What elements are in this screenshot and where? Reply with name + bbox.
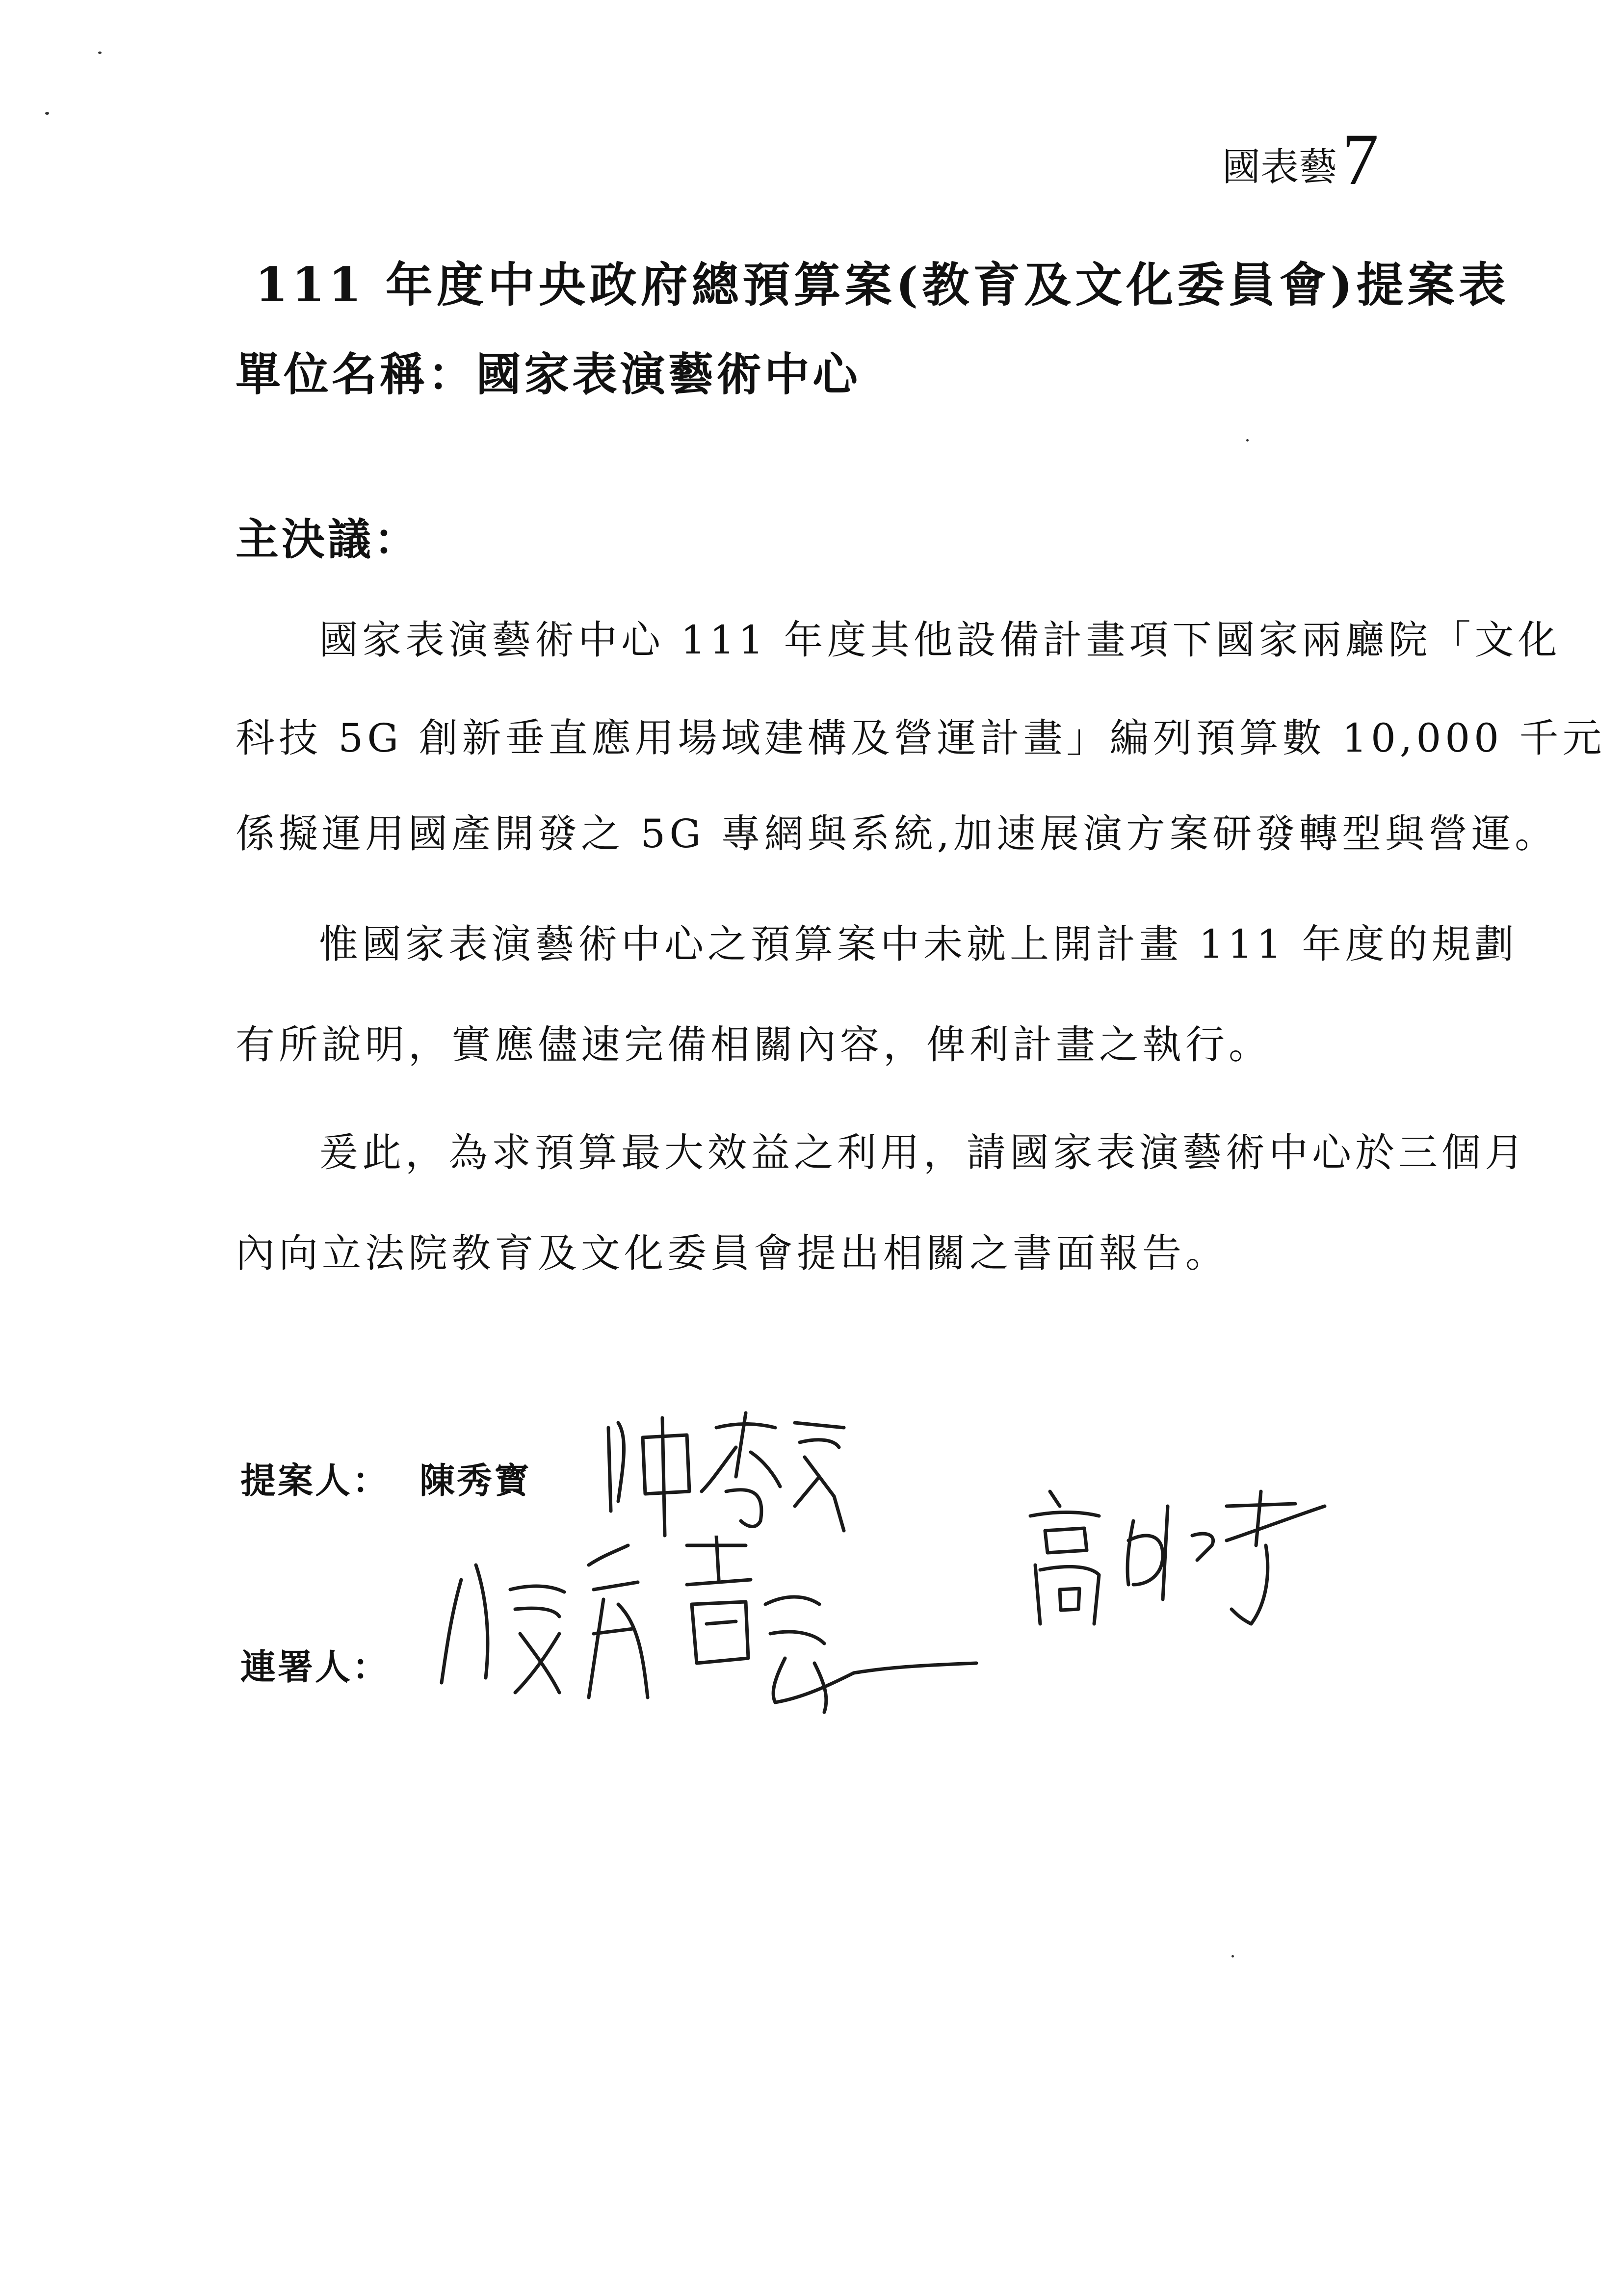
body-line: 內向立法院教育及文化委員會提出相關之書面報告。 [236, 1230, 1229, 1276]
document-code-number: 7 [1342, 119, 1379, 200]
document-title: 111 年度中央政府總預算案(教育及文化委員會)提案表 [255, 257, 1510, 313]
scan-speck [1231, 1955, 1234, 1957]
document-code-prefix: 國表藝 [1222, 145, 1337, 189]
document-code [1222, 119, 1379, 200]
cosigner-signature-1 [432, 1536, 996, 1742]
body-line: 國家表演藝術中心 111 年度其他設備計畫項下國家兩廳院「文化 [319, 617, 1561, 663]
proposer-signature [589, 1408, 864, 1545]
proposer-label: 提案人： [240, 1460, 390, 1501]
body-line: 有所說明，實應儘速完備相關內容，俾利計畫之執行。 [236, 1022, 1272, 1068]
proposer-name: 陳秀寳 [419, 1460, 532, 1501]
body-line: 惟國家表演藝術中心之預算案中未就上開計畫 111 年度的規劃 [319, 921, 1518, 967]
resolution-label: 主決議： [236, 514, 420, 565]
body-line: 爰此，為求預算最大效益之利用，請國家表演藝術中心於三個月 [319, 1130, 1528, 1175]
cosigner-signature-2 [1021, 1477, 1335, 1639]
body-line: 係擬運用國產開發之 5G 專網與系統,加速展演方案研發轉型與營運。 [236, 811, 1558, 857]
cosigner-label: 連署人： [240, 1646, 390, 1688]
scan-speck [1246, 439, 1249, 442]
scan-speck [45, 112, 49, 115]
body-line: 科技 5G 創新垂直應用場域建構及營運計畫」編列預算數 10,000 千元 [236, 715, 1606, 761]
unit-name: 單位名稱：國家表演藝術中心 [236, 348, 861, 401]
scan-speck [98, 52, 102, 54]
